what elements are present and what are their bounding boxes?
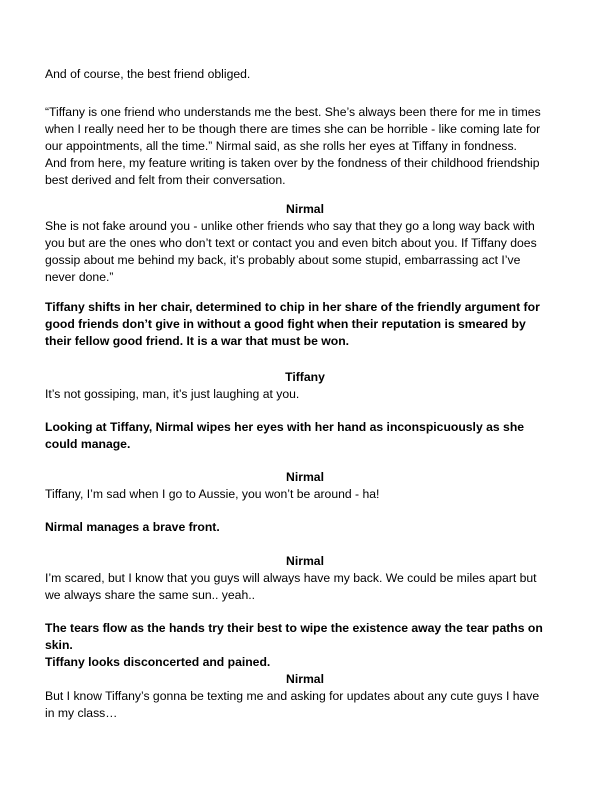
text-line: our appointments, all the time.” Nirmal said, as she rolls her eyes at Tiffany in fondness. (45, 139, 517, 153)
text-line: best derived and felt from their conversation. (45, 173, 286, 187)
speaker-name: Nirmal (286, 554, 324, 568)
text-line: And from here, my feature writing is taken over by the fondness of their childhood friendship (45, 156, 540, 170)
text-line: when I really need her to be though there are times she can be horrible - like coming late for (45, 122, 541, 136)
dialogue-paragraph (45, 688, 565, 722)
text-line: The tears flow as the hands try their best to wipe the existence away the tear paths on (45, 621, 543, 635)
dialogue-paragraph (45, 218, 565, 286)
text-line: Looking at Tiffany, Nirmal wipes her eyes with her hand as inconspicuously as she (45, 420, 525, 434)
text-line: could manage. (45, 437, 131, 451)
text-line: gossip about me behind my back, it’s probably about some stupid, embarrassing act I’ve (45, 253, 521, 267)
speaker-name: Nirmal (286, 202, 324, 216)
action-paragraph (45, 419, 565, 453)
text-line: you but are the ones who don’t text or contact you and even bitch about you. If Tiffany does (45, 236, 537, 250)
action-paragraph (45, 620, 565, 654)
action-paragraph (45, 299, 565, 350)
text-line: But I know Tiffany’s gonna be texting me and asking for updates about any cute guys I have (45, 689, 540, 703)
action-paragraph: Tiffany looks disconcerted and pained. (45, 655, 271, 669)
text-line: I’m scared, but I know that you guys will always have my back. We could be miles apart but (45, 571, 537, 585)
speaker-name: Nirmal (286, 470, 324, 484)
text-line: their fellow good friend. It is a war that must be won. (45, 334, 350, 348)
text-line: She is not fake around you - unlike other friends who say that they go a long way back with (45, 219, 535, 233)
text-line: skin. (45, 638, 73, 652)
paragraph-intro: And of course, the best friend obliged. (45, 67, 251, 81)
text-line: “Tiffany is one friend who understands me the best. She’s always been there for me in times (45, 105, 541, 119)
speaker-name: Nirmal (286, 672, 324, 686)
text-line: good friends don’t give in without a good fight when their reputation is smeared by (45, 317, 526, 331)
dialogue-paragraph (45, 570, 565, 604)
speaker-name: Tiffany (285, 370, 325, 384)
dialogue-paragraph: Tiffany, I’m sad when I go to Aussie, you won’t be around - ha! (45, 487, 380, 501)
text-line: never done.” (45, 270, 114, 284)
paragraph-quote (45, 104, 565, 189)
text-line: we always share the same sun.. yeah.. (45, 588, 256, 602)
text-line: in my class… (45, 706, 118, 720)
action-paragraph: Nirmal manages a brave front. (45, 520, 220, 534)
dialogue-paragraph: It’s not gossiping, man, it’s just laughing at you. (45, 387, 300, 401)
text-line: Tiffany shifts in her chair, determined to chip in her share of the friendly argument for (45, 300, 540, 314)
